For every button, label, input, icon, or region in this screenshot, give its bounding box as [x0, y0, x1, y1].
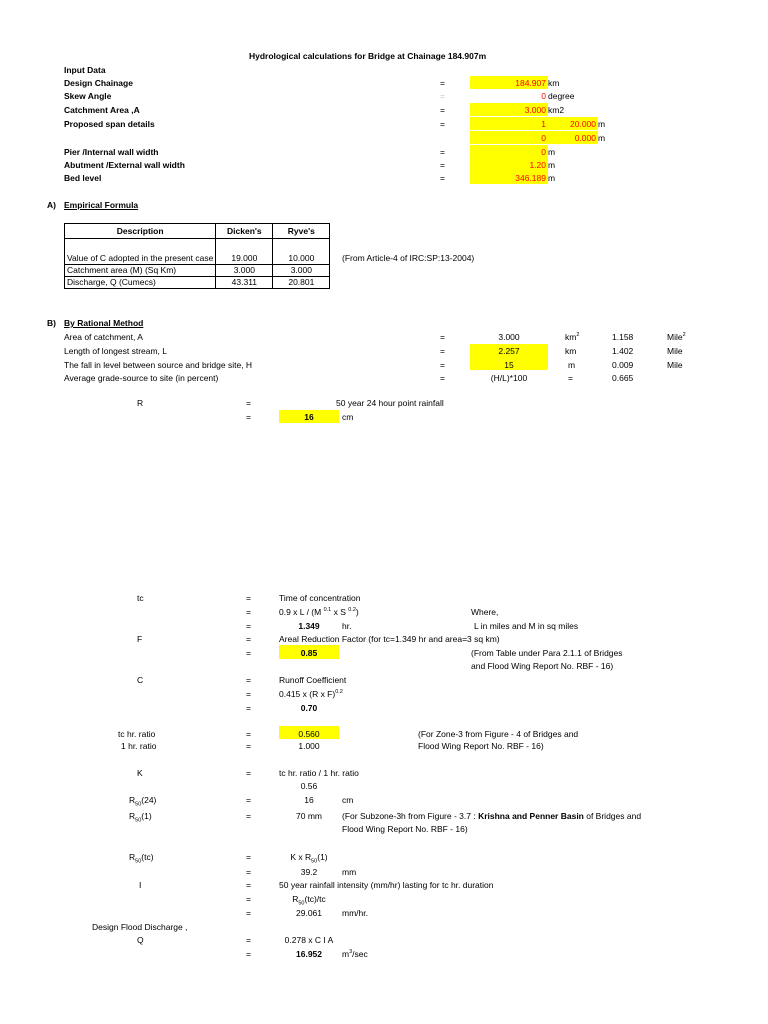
c-desc: Runoff Coefficient — [279, 675, 347, 685]
table-header-row — [65, 224, 330, 239]
input-unit: m — [548, 173, 556, 183]
equals-sign: = — [246, 935, 251, 945]
q-unit: $m^3/\sec$ — [342, 949, 368, 959]
table-cell: 3.000 — [273, 265, 330, 277]
table-cell: Value of C adopted in the present case — [65, 253, 216, 265]
r50-1-symbol: $R_{50}(1)$ — [129, 811, 152, 824]
empirical-note: (From Article-4 of IRC:SP:13-2004) — [342, 253, 475, 263]
equals-sign: = — [246, 607, 251, 617]
tc-desc: Time of concentration — [279, 593, 361, 603]
table-cell: Discharge, Q (Cumecs) — [65, 277, 216, 289]
input-unit: degree — [548, 91, 575, 101]
equals-sign: = — [246, 593, 251, 603]
table-header: Dicken's — [216, 224, 273, 239]
q-formula: 0.278 x C I A — [284, 935, 334, 945]
r50-24-symbol: $R_{50}(24)$ — [129, 795, 157, 808]
c-value: 0.70 — [300, 703, 318, 713]
rainfall-unit: cm — [342, 412, 354, 422]
r50-tc-formula: K x $R_{50}(1)$ — [290, 852, 328, 865]
tc-formula: 0.9 x L / (M $^{0.1}$ x S $^{0.2}$) — [279, 607, 359, 617]
input-unit: km2 — [548, 105, 565, 115]
input-unit: m — [598, 119, 606, 129]
rational-conv-unit: Mile — [667, 346, 683, 356]
rational-unit: = — [568, 373, 573, 383]
ratio-value-2: 1.000 — [298, 741, 320, 751]
equals-sign: = — [246, 908, 251, 918]
input-label: Bed level — [64, 173, 102, 183]
table-row — [65, 253, 330, 265]
table-cell: Catchment area (M) (Sq Km) — [65, 265, 216, 277]
q-symbol: Q — [137, 935, 144, 945]
ratio-symbol-2: 1 hr. ratio — [121, 741, 157, 751]
equals-sign: = — [246, 412, 251, 422]
table-header: Description — [65, 224, 216, 239]
input-value: 0 — [541, 147, 546, 157]
equals-sign: = — [440, 147, 445, 157]
input-label: Skew Angle — [64, 91, 112, 101]
page-title: Hydrological calculations for Bridge at Chainage 184.907m — [249, 51, 487, 61]
empirical-heading: Empirical Formula — [64, 200, 139, 210]
rainfall-value: 16 — [304, 412, 314, 422]
equals-sign: = — [440, 160, 445, 170]
equals-sign: = — [440, 91, 445, 101]
table-cell — [216, 239, 273, 254]
i-unit: mm/hr. — [342, 908, 368, 918]
input-unit: m — [598, 133, 606, 143]
equals-sign: = — [440, 373, 445, 383]
input-value: 3.000 — [524, 105, 546, 115]
r50-1-note-2: Flood Wing Report No. RBF - 16) — [342, 824, 468, 834]
input-value-2: 20.000 — [570, 119, 596, 129]
table-row — [65, 265, 330, 277]
equals-sign: = — [440, 105, 445, 115]
table-cell: 10.000 — [273, 253, 330, 265]
rational-unit: $km^2$ — [565, 332, 580, 342]
equals-sign: = — [246, 768, 251, 778]
tc-unit: hr. — [342, 621, 352, 631]
r50-tc-value: 39.2 — [300, 867, 318, 877]
equals-sign: = — [246, 675, 251, 685]
k-value: 0.56 — [300, 781, 318, 791]
equals-sign: = — [246, 949, 251, 959]
rainfall-desc: 50 year 24 hour point rainfall — [336, 398, 444, 408]
input-value: 1.20 — [529, 160, 546, 170]
input-value: 0 — [541, 91, 546, 101]
f-desc: Areal Reduction Factor (for tc=1.349 hr and area=3 sq km) — [279, 634, 500, 644]
table-cell: 43.311 — [216, 277, 273, 289]
rational-conv: 1.158 — [612, 332, 634, 342]
r50-24-unit: cm — [342, 795, 354, 805]
r50-1-note: (For Subzone-3h from Figure - 3.7 : Krishna and Penner Basin of Bridges and — [342, 811, 642, 821]
input-label: Pier /Internal wall width — [64, 147, 159, 157]
input-label: Catchment Area ,A — [64, 105, 140, 115]
equals-sign: = — [246, 894, 251, 904]
input-value: 346.189 — [515, 173, 546, 183]
equals-sign: = — [246, 867, 251, 877]
equals-sign: = — [246, 648, 251, 658]
equals-sign: = — [440, 360, 445, 370]
r50-1-value: 70 mm — [296, 811, 322, 821]
section-marker-a: A) — [47, 200, 56, 210]
rational-conv-unit: Mile$^2$ — [667, 332, 686, 342]
equals-sign: = — [440, 173, 445, 183]
equals-sign: = — [246, 621, 251, 631]
equals-sign: = — [246, 703, 251, 713]
equals-sign: = — [246, 880, 251, 890]
rational-conv: 0.009 — [612, 360, 634, 370]
f-note: (From Table under Para 2.1.1 of Bridges — [471, 648, 623, 658]
table-cell — [273, 239, 330, 254]
equals-sign: = — [246, 634, 251, 644]
tc-symbol: tc — [137, 593, 144, 603]
ratio-symbol-1: tc hr. ratio — [118, 729, 156, 739]
equals-sign: = — [246, 852, 251, 862]
r50-24-value: 16 — [304, 795, 314, 805]
input-label: Design Chainage — [64, 78, 133, 88]
input-value: 184.907 — [515, 78, 546, 88]
table-row — [65, 277, 330, 289]
ratio-value-1: 0.560 — [298, 729, 320, 739]
rational-label: The fall in level between source and bridge site, H — [64, 360, 253, 370]
table-header: Ryve's — [273, 224, 330, 239]
equals-sign: = — [246, 811, 251, 821]
equals-sign: = — [246, 795, 251, 805]
rational-value: (H/L)*100 — [490, 373, 528, 383]
where-note-2: L in miles and M in sq miles — [474, 621, 579, 631]
empirical-table — [64, 223, 330, 289]
rational-label: Average grade-source to site (in percent) — [64, 373, 219, 383]
input-data-heading: Input Data — [64, 65, 106, 75]
c-symbol: C — [137, 675, 144, 685]
ratio-note-2: Flood Wing Report No. RBF - 16) — [418, 741, 544, 751]
i-value: 29.061 — [296, 908, 322, 918]
table-cell: 19.000 — [216, 253, 273, 265]
table-cell: 3.000 — [216, 265, 273, 277]
ratio-note: (For Zone-3 from Figure - 4 of Bridges and — [418, 729, 579, 739]
rational-heading: By Rational Method — [64, 318, 144, 328]
section-marker-b: B) — [47, 318, 56, 328]
k-symbol: K — [137, 768, 143, 778]
where-note: Where, — [471, 607, 499, 617]
q-label: Design Flood Discharge , — [92, 922, 188, 932]
input-label: Proposed span details — [64, 119, 155, 129]
i-symbol: I — [139, 880, 142, 890]
input-unit: m — [548, 160, 556, 170]
rational-unit: km — [565, 346, 577, 356]
equals-sign: = — [440, 346, 445, 356]
rational-label: Length of longest stream, L — [64, 346, 168, 356]
input-value: 0 — [541, 133, 546, 143]
input-label: Abutment /External wall width — [64, 160, 185, 170]
rational-value: 3.000 — [498, 332, 520, 342]
rainfall-symbol: R — [137, 398, 144, 408]
rational-conv-unit: Mile — [667, 360, 683, 370]
k-desc: tc hr. ratio / 1 hr. ratio — [279, 768, 359, 778]
tc-value: 1.349 — [298, 621, 320, 631]
rational-value: 15 — [504, 360, 514, 370]
i-formula: $R_{50}(tc)/tc$ — [292, 894, 326, 907]
equals-sign: = — [440, 78, 445, 88]
rational-conv: 1.402 — [612, 346, 634, 356]
f-value: 0.85 — [300, 648, 318, 658]
table-cell: 20.801 — [273, 277, 330, 289]
i-desc: 50 year rainfall intensity (mm/hr) lasting for tc hr. duration — [279, 880, 494, 890]
input-unit: km — [548, 78, 560, 88]
input-value-2: 0.000 — [574, 133, 596, 143]
rational-label: Area of catchment, A — [64, 332, 143, 342]
r50-tc-unit: mm — [342, 867, 357, 877]
equals-sign: = — [246, 741, 251, 751]
f-note-2: and Flood Wing Report No. RBF - 16) — [471, 661, 614, 671]
rational-value: 2.257 — [498, 346, 520, 356]
table-cell — [65, 239, 216, 254]
c-formula: 0.415 x (R x F)$^{0.2}$ — [279, 689, 343, 699]
input-value: 1 — [541, 119, 546, 129]
r50-tc-symbol: $R_{50}(tc)$ — [129, 852, 154, 865]
equals-sign: = — [440, 332, 445, 342]
f-symbol: F — [137, 634, 143, 644]
equals-sign: = — [246, 689, 251, 699]
equals-sign: = — [440, 119, 445, 129]
rational-conv: 0.665 — [612, 373, 634, 383]
q-value: 16.952 — [296, 949, 322, 959]
input-unit: m — [548, 147, 556, 157]
rational-unit: m — [568, 360, 576, 370]
table-spacer-row — [65, 239, 330, 254]
equals-sign: = — [246, 729, 251, 739]
equals-sign: = — [246, 398, 251, 408]
